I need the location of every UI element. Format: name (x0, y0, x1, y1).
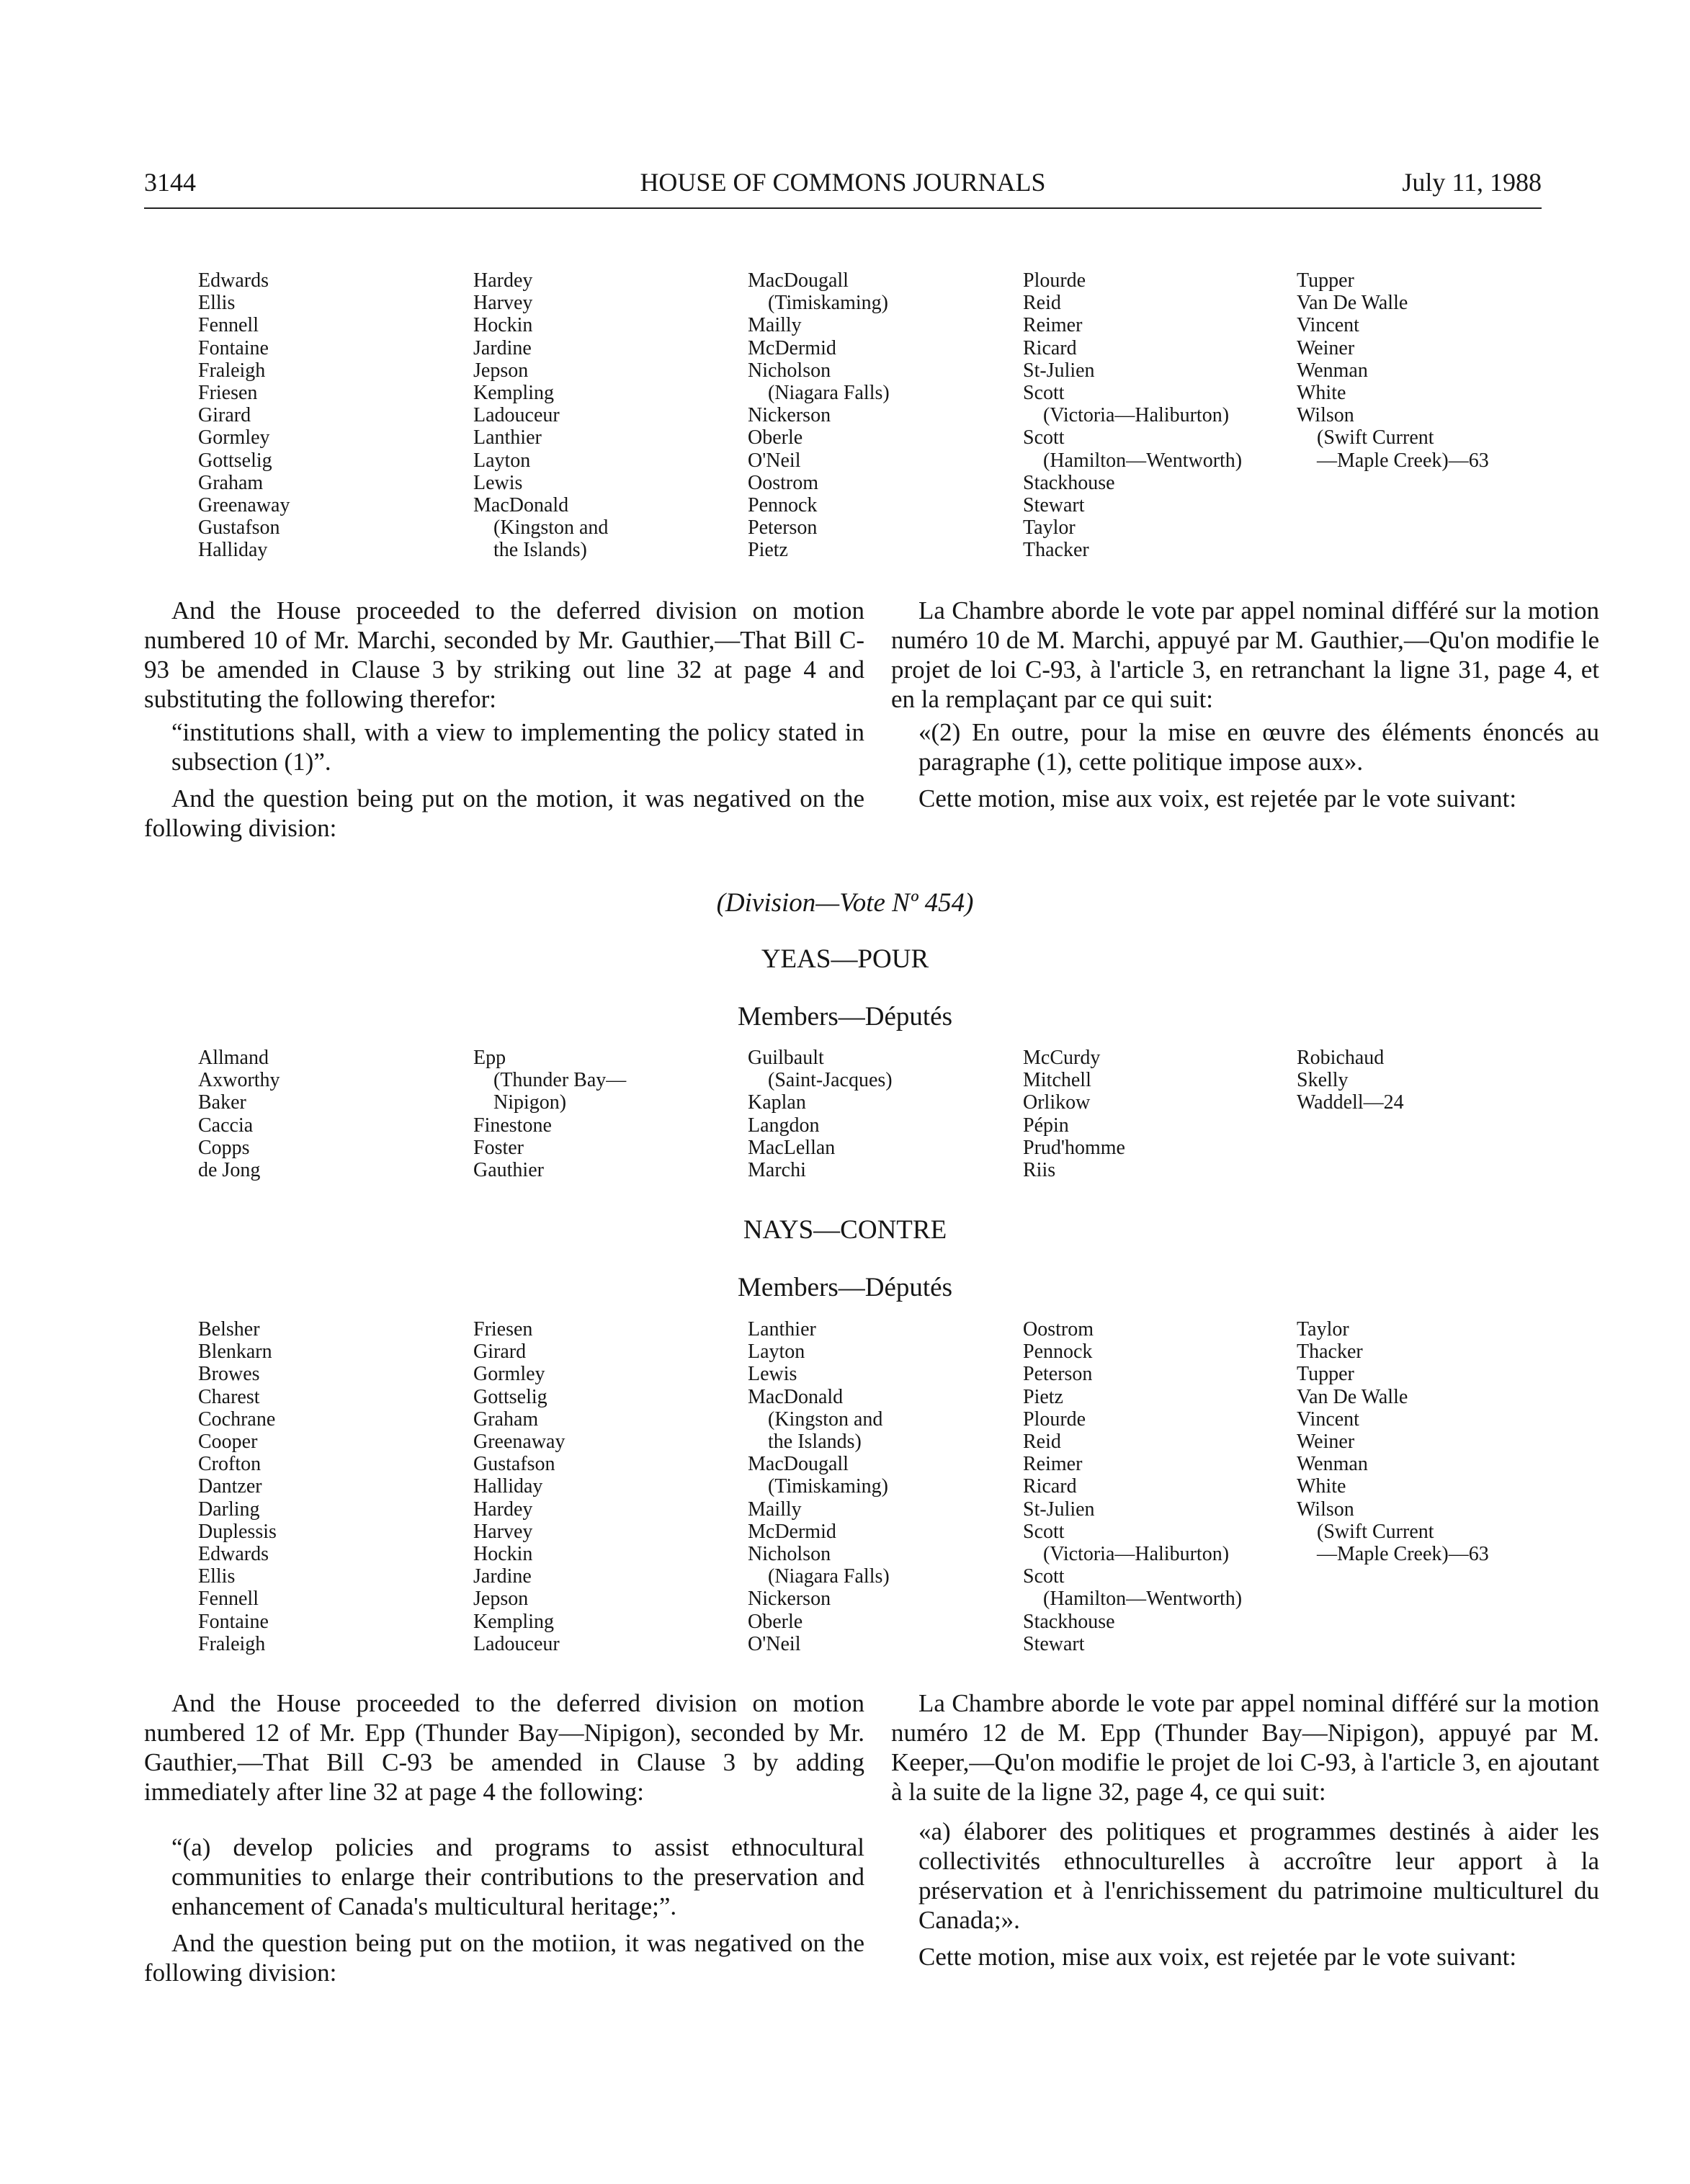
yeas-column-2 (473, 1047, 626, 1181)
nays-heading: NAYS—CONTRE (743, 1215, 947, 1245)
member-name: Hockin (473, 314, 533, 337)
member-riding: —Maple Creek)—63 (1317, 449, 1489, 472)
member-riding: (Victoria—Haliburton) (1043, 404, 1230, 427)
member-name: Greenaway (473, 1431, 565, 1454)
member-name: Ellis (198, 1565, 236, 1588)
member-name: Stewart (1023, 1632, 1085, 1655)
member-name: Scott (1023, 1565, 1065, 1588)
member-name: Stackhouse (1023, 1610, 1115, 1633)
member-name: Layton (748, 1341, 805, 1364)
member-name: Crofton (198, 1453, 261, 1476)
member-name: Graham (473, 1407, 539, 1431)
member-name: Nickerson (748, 404, 831, 427)
nays-column-1 (198, 1318, 277, 1655)
top_list-column-3 (748, 269, 890, 562)
member-name: Halliday (198, 539, 268, 562)
member-name: Wilson (1297, 1498, 1354, 1521)
yeas-column-1 (198, 1047, 280, 1181)
member-riding: Nipigon) (493, 1091, 567, 1114)
member-name: McDermid (748, 1520, 836, 1543)
member-name: Ricard (1023, 336, 1077, 359)
member-name: Hardey (473, 269, 533, 292)
member-name: Prud'homme (1023, 1136, 1125, 1159)
member-name: de Jong (198, 1159, 261, 1182)
member-riding: (Kingston and (768, 1407, 883, 1431)
member-name: Langdon (748, 1114, 820, 1137)
member-name: Tupper (1297, 269, 1354, 292)
member-name: Gustafson (198, 516, 280, 540)
motion10-fr-question: Cette motion, mise aux voix, est rejetée par le vote suivant: (918, 784, 1517, 813)
member-name: Thacker (1297, 1341, 1363, 1364)
yeas-members-heading: Members—Députés (738, 1002, 952, 1031)
member-name: Finestone (473, 1114, 552, 1137)
member-name: Belsher (198, 1318, 260, 1341)
member-riding: (Timiskaming) (768, 292, 888, 315)
member-name: Caccia (198, 1114, 254, 1137)
member-name: St-Julien (1023, 1498, 1095, 1521)
member-name: Gormley (473, 1363, 545, 1386)
yeas-column-4 (1023, 1047, 1125, 1181)
member-name: Stewart (1023, 494, 1085, 517)
member-riding: (Hamilton—Wentworth) (1043, 449, 1243, 472)
member-name: Thacker (1023, 539, 1089, 562)
nays-column-5 (1297, 1318, 1489, 1565)
nays-members-heading: Members—Députés (738, 1273, 952, 1302)
member-name: Axworthy (198, 1069, 280, 1092)
member-name: Oberle (748, 426, 803, 449)
motion10-french (891, 596, 1599, 813)
member-riding: (Saint-Jacques) (768, 1069, 893, 1092)
member-name: Scott (1023, 1520, 1065, 1543)
member-name: Gottselig (473, 1385, 547, 1408)
member-name: Cochrane (198, 1407, 276, 1431)
member-name: Taylor (1023, 516, 1076, 540)
motion12-en-intro: And the House proceeded to the deferred division on motion numbered 12 of Mr. Epp (Thunder Bay—Nipigon), seconded by Mr. Gauthier,—That Bill C-93 be amended in Clause 3 by adding immediately after line 32 at page 4 the following: (144, 1689, 864, 1806)
top_list-column-5 (1297, 269, 1489, 472)
member-name: Jardine (473, 336, 532, 359)
member-name: Wilson (1297, 404, 1354, 427)
member-name: Hockin (473, 1543, 533, 1566)
member-name: Nicholson (748, 359, 831, 382)
member-name: Wenman (1297, 359, 1368, 382)
motion12-fr-question: Cette motion, mise aux voix, est rejetée par le vote suivant: (918, 1943, 1517, 1971)
motion12-english (144, 1688, 864, 1987)
motion10-fr-intro: La Chambre aborde le vote par appel nominal différé sur la motion numéro 10 de M. Marchi, appuyé par M. Gauthier,—Qu'on modifie le projet de loi C-93, à l'article 3, en retranchant la ligne 31, page 4, et en la remplaçant par ce qui suit: (891, 596, 1599, 713)
yeas-column-3 (748, 1047, 893, 1181)
member-name: Scott (1023, 426, 1065, 449)
member-name: Dantzer (198, 1475, 262, 1498)
member-name: Ladouceur (473, 404, 560, 427)
yeas-column-5 (1297, 1047, 1404, 1114)
member-name: Darling (198, 1498, 260, 1521)
journal-title: HOUSE OF COMMONS JOURNALS (640, 168, 1046, 197)
member-name: Mailly (748, 1498, 802, 1521)
member-name: Kaplan (748, 1091, 806, 1114)
motion12-french (891, 1688, 1599, 1972)
member-name: Lanthier (473, 426, 542, 449)
member-name: Pietz (748, 539, 788, 562)
nays-column-3 (748, 1318, 890, 1655)
member-name: Fennell (198, 1588, 259, 1611)
member-name: Fennell (198, 314, 259, 337)
member-name: Cooper (198, 1431, 258, 1454)
member-name: Ricard (1023, 1475, 1077, 1498)
member-name: Pépin (1023, 1114, 1069, 1137)
member-name: Stackhouse (1023, 471, 1115, 494)
member-name: Epp (473, 1047, 506, 1069)
member-name: Wenman (1297, 1453, 1368, 1476)
member-name: Charest (198, 1385, 260, 1408)
member-name: Girard (198, 404, 251, 427)
member-name: Nickerson (748, 1588, 831, 1611)
nays-column-2 (473, 1318, 565, 1655)
member-name: Friesen (473, 1318, 533, 1341)
member-name: Ladouceur (473, 1632, 560, 1655)
member-name: Foster (473, 1136, 524, 1159)
member-name: Oostrom (1023, 1318, 1094, 1341)
member-name: Greenaway (198, 494, 290, 517)
motion12-fr-intro: La Chambre aborde le vote par appel nominal différé sur la motion numéro 12 de M. Epp (Thunder Bay—Nipigon), appuyé par M. Keeper,—Qu'on modifie le projet de loi C-93, à l'article 3, en ajoutant à la suite de la ligne 32, page 4, ce qui suit: (891, 1689, 1599, 1806)
member-name: Nicholson (748, 1543, 831, 1566)
member-name: Pennock (748, 494, 818, 517)
member-riding: (Hamilton—Wentworth) (1043, 1588, 1243, 1611)
motion10-en-intro: And the House proceeded to the deferred division on motion numbered 10 of Mr. Marchi, seconded by Mr. Gauthier,—That Bill C-93 be amended in Clause 3 by striking out line 32 at page 4 and substituting the following therefor: (144, 596, 864, 713)
member-name: Lewis (473, 471, 523, 494)
member-riding: (Swift Current (1317, 426, 1434, 449)
page-date: July 11, 1988 (1402, 168, 1542, 197)
member-name: O'Neil (748, 449, 801, 472)
member-riding: the Islands) (768, 1431, 862, 1454)
member-name: Weiner (1297, 1431, 1355, 1454)
member-riding: (Thunder Bay— (493, 1069, 627, 1092)
member-name: MacLellan (748, 1136, 836, 1159)
member-name: Harvey (473, 1520, 533, 1543)
member-name: White (1297, 382, 1346, 405)
member-riding: (Kingston and (493, 516, 609, 540)
member-riding: (Timiskaming) (768, 1475, 888, 1498)
member-name: Graham (198, 471, 264, 494)
member-name: Marchi (748, 1159, 806, 1182)
member-riding: (Victoria—Haliburton) (1043, 1543, 1230, 1566)
member-name: Fontaine (198, 1610, 269, 1633)
member-name: Halliday (473, 1475, 543, 1498)
member-name: Pennock (1023, 1341, 1093, 1364)
member-name: Browes (198, 1363, 260, 1386)
member-name: Edwards (198, 1543, 269, 1566)
member-name: MacDougall (748, 1453, 849, 1476)
member-name: Gauthier (473, 1159, 544, 1182)
member-name: St-Julien (1023, 359, 1095, 382)
member-name: Reimer (1023, 314, 1083, 337)
top_list-column-1 (198, 269, 290, 562)
member-name: Pietz (1023, 1385, 1063, 1408)
member-name: Vincent (1297, 1407, 1359, 1431)
motion10-english (144, 596, 864, 843)
motion10-en-quote: “institutions shall, with a view to implementing the policy stated in subsection (1)”. (171, 718, 864, 776)
page-header (144, 167, 1542, 203)
member-name: Orlikow (1023, 1091, 1091, 1114)
member-name: Reimer (1023, 1453, 1083, 1476)
member-name: Mitchell (1023, 1069, 1091, 1092)
member-name: Reid (1023, 292, 1061, 315)
member-name: Peterson (1023, 1363, 1093, 1386)
member-name: MacDougall (748, 269, 849, 292)
member-name: White (1297, 1475, 1346, 1498)
motion12-en-quote: “(a) develop policies and programs to assist ethnocultural communities to enlarge their contributions to the preservation and enhancement of Canada's multicultural heritage;”. (171, 1833, 864, 1920)
member-name: Lanthier (748, 1318, 816, 1341)
member-name: Jepson (473, 1588, 529, 1611)
member-name: Jepson (473, 359, 529, 382)
member-name: MacDonald (748, 1385, 844, 1408)
member-name: Skelly (1297, 1069, 1349, 1092)
member-riding: the Islands) (493, 539, 587, 562)
member-name: Guilbault (748, 1047, 824, 1069)
member-name: Waddell—24 (1297, 1091, 1404, 1114)
member-name: Baker (198, 1091, 246, 1114)
member-name: Oostrom (748, 471, 818, 494)
member-name: Friesen (198, 382, 258, 405)
member-name: Hardey (473, 1498, 533, 1521)
motion10-fr-quote: «(2) En outre, pour la mise en œuvre des éléments énoncés au paragraphe (1), cette politique impose aux». (918, 718, 1599, 776)
member-name: Allmand (198, 1047, 269, 1069)
member-name: Gottselig (198, 449, 272, 472)
member-name: Fraleigh (198, 1632, 266, 1655)
page-number: 3144 (144, 168, 196, 197)
member-name: Copps (198, 1136, 250, 1159)
member-riding: (Swift Current (1317, 1520, 1434, 1543)
member-name: Scott (1023, 382, 1065, 405)
motion12-en-question: And the question being put on the motiion, it was negatived on the following division: (144, 1929, 864, 1987)
member-name: Blenkarn (198, 1341, 272, 1364)
member-name: Gormley (198, 426, 270, 449)
member-name: MacDonald (473, 494, 569, 517)
member-name: Van De Walle (1297, 1385, 1408, 1408)
motion10-en-question: And the question being put on the motion, it was negatived on the following division: (144, 784, 864, 842)
member-name: Layton (473, 449, 531, 472)
member-riding: (Niagara Falls) (768, 1565, 890, 1588)
member-name: Oberle (748, 1610, 803, 1633)
member-name: Peterson (748, 516, 818, 540)
division-label: (Division—Vote Nº 454) (716, 888, 974, 918)
member-name: Plourde (1023, 1407, 1086, 1431)
member-name: Weiner (1297, 336, 1355, 359)
member-name: Girard (473, 1341, 527, 1364)
member-name: O'Neil (748, 1632, 801, 1655)
member-name: Gustafson (473, 1453, 555, 1476)
member-name: Kempling (473, 1610, 554, 1633)
member-name: Fontaine (198, 336, 269, 359)
top_list-column-4 (1023, 269, 1242, 562)
member-name: Mailly (748, 314, 802, 337)
member-name: Harvey (473, 292, 533, 315)
member-name: Fraleigh (198, 359, 266, 382)
member-name: Edwards (198, 269, 269, 292)
member-name: Ellis (198, 292, 236, 315)
member-name: Jardine (473, 1565, 532, 1588)
member-name: Van De Walle (1297, 292, 1408, 315)
member-name: Lewis (748, 1363, 797, 1386)
motion12-fr-quote: «a) élaborer des politiques et programmes destinés à aider les collectivités ethnoculturelles à accroître leur apport à la préservation et à l'enrichissement du patrimoine multiculturel du Canada;». (918, 1817, 1599, 1934)
member-name: Tupper (1297, 1363, 1354, 1386)
yeas-heading: YEAS—POUR (761, 944, 929, 974)
member-name: Robichaud (1297, 1047, 1385, 1069)
member-name: Taylor (1297, 1318, 1349, 1341)
member-name: McCurdy (1023, 1047, 1101, 1069)
top_list-column-2 (473, 269, 608, 562)
header-rule (144, 207, 1542, 209)
member-name: Plourde (1023, 269, 1086, 292)
member-name: Riis (1023, 1159, 1056, 1182)
member-name: Duplessis (198, 1520, 277, 1543)
nays-column-4 (1023, 1318, 1242, 1655)
member-riding: (Niagara Falls) (768, 382, 890, 405)
member-name: McDermid (748, 336, 836, 359)
member-name: Vincent (1297, 314, 1359, 337)
member-name: Reid (1023, 1431, 1061, 1454)
member-name: Kempling (473, 382, 554, 405)
member-riding: —Maple Creek)—63 (1317, 1543, 1489, 1566)
